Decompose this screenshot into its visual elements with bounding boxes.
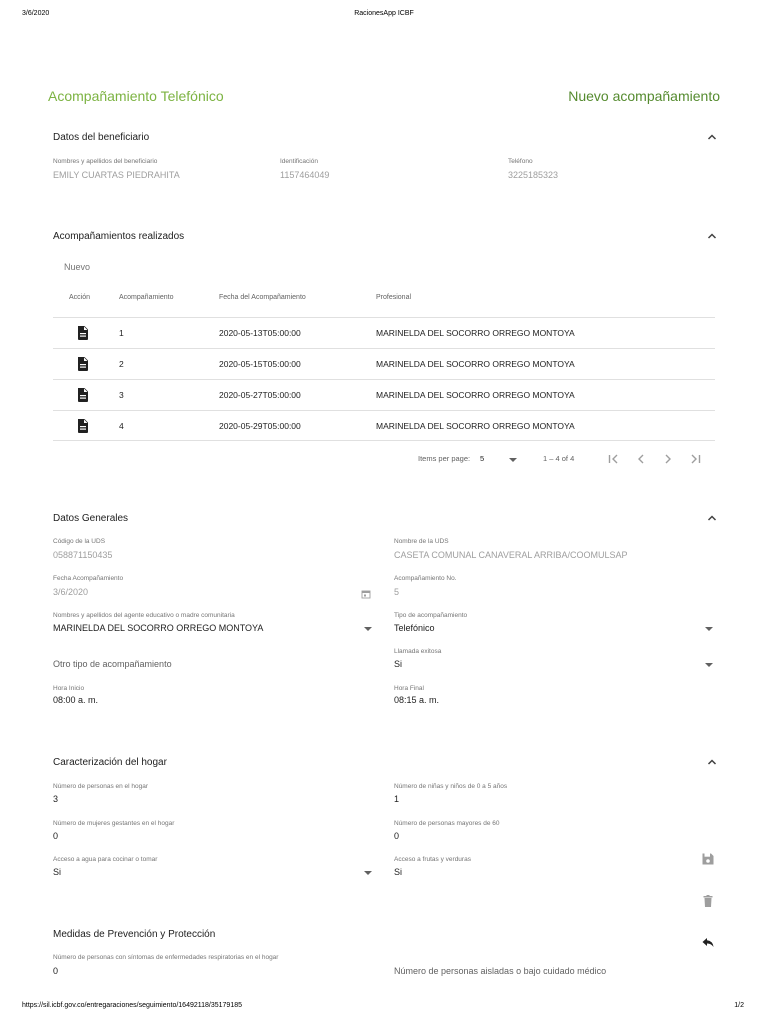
phone-field[interactable]: 3225185323 — [508, 170, 559, 180]
accompaniment-number: 4 — [119, 421, 124, 431]
accompaniment-date: 2020-05-13T05:00:00 — [219, 328, 301, 338]
professional-name: MARINELDA DEL SOCORRO ORREGO MONTOYA — [376, 421, 575, 431]
chevron-up-icon[interactable] — [706, 131, 718, 143]
prevention-section-title: Medidas de Prevención y Protección — [53, 929, 216, 940]
save-icon[interactable] — [701, 852, 715, 866]
first-page-icon[interactable] — [607, 452, 621, 466]
uds-name-field[interactable]: CASETA COMUNAL CANAVERAL ARRIBA/COOMULSAP — [394, 550, 628, 560]
accompaniment-date: 2020-05-15T05:00:00 — [219, 359, 301, 369]
accompaniment-number: 2 — [119, 359, 124, 369]
persons-field[interactable]: 3 — [53, 794, 59, 804]
reply-icon[interactable] — [701, 935, 715, 949]
start-time-label: Hora Inicio — [53, 685, 85, 692]
start-time-field[interactable]: 08:00 a. m. — [53, 695, 99, 705]
document-icon[interactable] — [77, 419, 89, 433]
column-header: Profesional — [376, 294, 412, 301]
completed-section-title: Acompañamientos realizados — [53, 231, 185, 242]
print-date: 3/6/2020 — [22, 10, 50, 17]
type-select[interactable]: Telefónico — [394, 623, 435, 633]
page-size-select[interactable]: 5 — [480, 454, 485, 463]
table-row — [53, 317, 715, 348]
persons-label: Número de personas en el hogar — [53, 783, 149, 790]
accompaniment-number-label: Acompañamiento No. — [394, 575, 457, 582]
chevron-down-icon[interactable] — [364, 627, 372, 631]
identification-field[interactable]: 1157464049 — [280, 170, 330, 180]
print-footer — [0, 1002, 768, 1014]
last-page-icon[interactable] — [688, 452, 702, 466]
water-access-select[interactable]: Si — [53, 867, 62, 877]
table-row — [53, 379, 715, 410]
column-header: Acompañamiento — [119, 294, 174, 301]
chevron-down-icon[interactable] — [705, 627, 713, 631]
chevron-down-icon[interactable] — [364, 871, 372, 875]
accompaniment-date: 2020-05-29T05:00:00 — [219, 421, 301, 431]
beneficiary-section-title: Datos del beneficiario — [53, 132, 150, 143]
paginator — [0, 452, 768, 468]
elderly-field[interactable]: 0 — [394, 831, 400, 841]
new-button[interactable]: Nuevo — [64, 262, 91, 272]
other-type-input[interactable]: Otro tipo de acompañamiento — [53, 659, 172, 669]
accompaniment-number-field[interactable]: 5 — [394, 587, 400, 597]
elderly-label: Número de personas mayores de 60 — [394, 820, 500, 827]
column-header: Acción — [69, 294, 91, 301]
print-header — [0, 10, 768, 22]
page-range: 1 – 4 of 4 — [543, 454, 575, 463]
end-time-field[interactable]: 08:15 a. m. — [394, 695, 440, 705]
professional-name: MARINELDA DEL SOCORRO ORREGO MONTOYA — [376, 359, 575, 369]
type-label: Tipo de acompañamiento — [394, 612, 468, 619]
beneficiary-name-field[interactable]: EMILY CUARTAS PIEDRAHITA — [53, 170, 180, 180]
water-access-label: Acceso a agua para cocinar o tomar — [53, 856, 158, 863]
table-row — [53, 348, 715, 379]
household-section-title: Caracterización del hogar — [53, 757, 167, 768]
fruit-access-label: Acceso a frutas y verduras — [394, 856, 471, 863]
identification-label: Identificación — [280, 158, 318, 165]
chevron-down-icon[interactable] — [509, 458, 517, 462]
document-icon[interactable] — [77, 326, 89, 340]
print-url: https://sil.icbf.gov.co/entregaraciones/seguimiento/16492118/35179185 — [22, 1002, 243, 1009]
agent-label: Nombres y apellidos del agente educativo o madre comunitaria — [53, 612, 235, 619]
calendar-icon[interactable] — [361, 586, 371, 596]
print-title: RacionesApp ICBF — [354, 10, 414, 17]
children-field[interactable]: 1 — [394, 794, 400, 804]
chevron-up-icon[interactable] — [706, 512, 718, 524]
date-field[interactable]: 3/6/2020 — [53, 587, 89, 597]
uds-name-label: Nombre de la UDS — [394, 538, 449, 545]
accompaniment-number: 1 — [119, 328, 124, 338]
pregnant-field[interactable]: 0 — [53, 831, 59, 841]
call-success-select[interactable]: Si — [394, 659, 403, 669]
accompaniment-number: 3 — [119, 390, 124, 400]
chevron-up-icon[interactable] — [706, 756, 718, 768]
children-label: Número de niñas y niños de 0 a 5 años — [394, 783, 508, 790]
chevron-down-icon[interactable] — [705, 663, 713, 667]
phone-label: Teléfono — [508, 158, 533, 165]
accompaniment-date: 2020-05-27T05:00:00 — [219, 390, 301, 400]
fruit-access-select[interactable]: Si — [394, 867, 403, 877]
print-page-number: 1/2 — [734, 1002, 744, 1009]
isolated-persons-input[interactable]: Número de personas aisladas o bajo cuidado médico — [394, 966, 607, 976]
document-icon[interactable] — [77, 388, 89, 402]
agent-select[interactable]: MARINELDA DEL SOCORRO ORREGO MONTOYA — [53, 623, 264, 633]
symptoms-field[interactable]: 0 — [53, 966, 59, 976]
page-title: Acompañamiento Telefónico — [48, 88, 224, 104]
professional-name: MARINELDA DEL SOCORRO ORREGO MONTOYA — [376, 328, 575, 338]
next-page-icon[interactable] — [661, 452, 675, 466]
pregnant-label: Número de mujeres gestantes en el hogar — [53, 820, 175, 827]
professional-name: MARINELDA DEL SOCORRO ORREGO MONTOYA — [376, 390, 575, 400]
document-icon[interactable] — [77, 357, 89, 371]
end-time-label: Hora Final — [394, 685, 424, 692]
chevron-up-icon[interactable] — [706, 230, 718, 242]
previous-page-icon[interactable] — [634, 452, 648, 466]
new-accompaniment-link[interactable]: Nuevo acompañamiento — [568, 88, 720, 104]
call-success-label: Llamada exitosa — [394, 648, 442, 655]
date-label: Fecha Acompañamiento — [53, 575, 124, 582]
uds-code-label: Código de la UDS — [53, 538, 106, 545]
general-section-title: Datos Generales — [53, 513, 129, 524]
table-row — [53, 410, 715, 441]
beneficiary-name-label: Nombres y apellidos del beneficiario — [53, 158, 158, 165]
column-header: Fecha del Acompañamiento — [219, 294, 306, 301]
items-per-page-label: Items per page: — [418, 454, 471, 463]
delete-icon[interactable] — [701, 894, 715, 908]
uds-code-field[interactable]: 058871150435 — [53, 550, 113, 560]
symptoms-label: Número de personas con síntomas de enfermedades respiratorias en el hogar — [53, 954, 279, 961]
